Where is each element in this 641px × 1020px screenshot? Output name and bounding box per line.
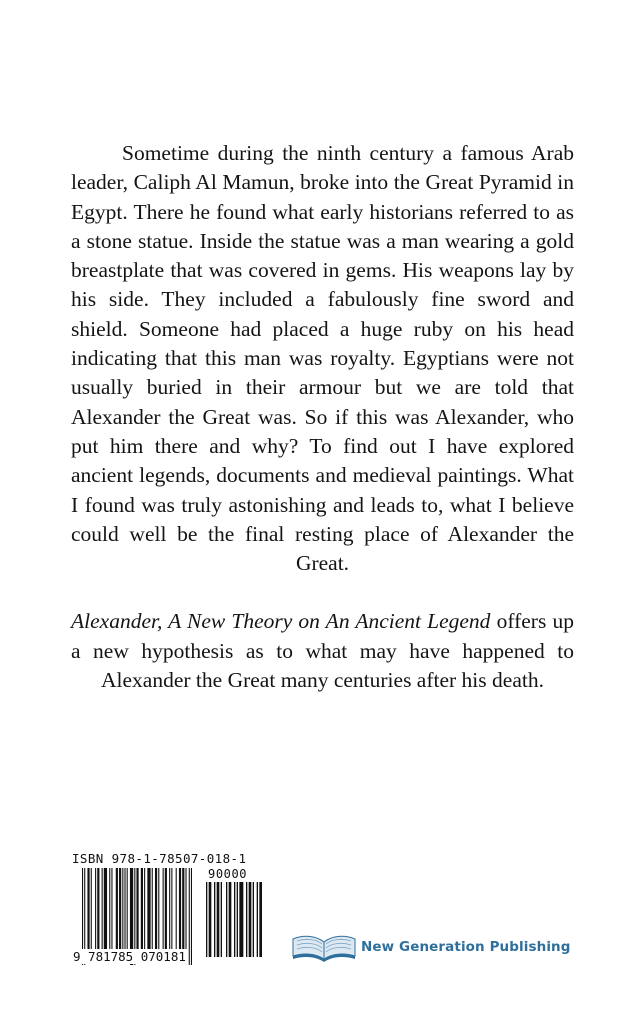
book-title: Alexander, A New Theory on An Ancient Legend [71, 609, 491, 634]
blurb-paragraph-2 [71, 607, 574, 695]
barcode-digits: 9 781785 070181 [73, 949, 186, 964]
isbn-label: ISBN 978-1-78507-018-1 [72, 851, 247, 866]
publisher-logo [291, 930, 571, 964]
open-book-icon [291, 932, 357, 962]
isbn-barcode [72, 851, 272, 969]
blurb-paragraph-2-text: offers up a new hypothesis as to what may have happened to Alexander the Great many centuries after his death. [71, 609, 574, 693]
back-cover-blurb [71, 139, 574, 695]
publisher-name: New Generation Publishing [361, 939, 571, 955]
barcode-addon-bars [206, 882, 262, 965]
blurb-paragraph-1: Sometime during the ninth century a famous Arab leader, Caliph Al Mamun, broke into the Great Pyramid in Egypt. There he found what early historians referred to as a stone statue. Inside the statue was a man wearing a gold breastplate that was covered in gems. His weapons lay by his side. They included a fabulously fine sword and shield. Someone had placed a huge ruby on his head indicating that this man was royalty. Egyptians were not usually buried in their armour but we are told that Alexander the Great was. So if this was Alexander, who put him there and why? To find out I have explored ancient legends, documents and medieval paintings. What I found was truly astonishing and leads to, what I believe could well be the final resting place of Alexander the Great. [71, 141, 574, 576]
barcode-addon-number: 90000 [208, 867, 248, 881]
